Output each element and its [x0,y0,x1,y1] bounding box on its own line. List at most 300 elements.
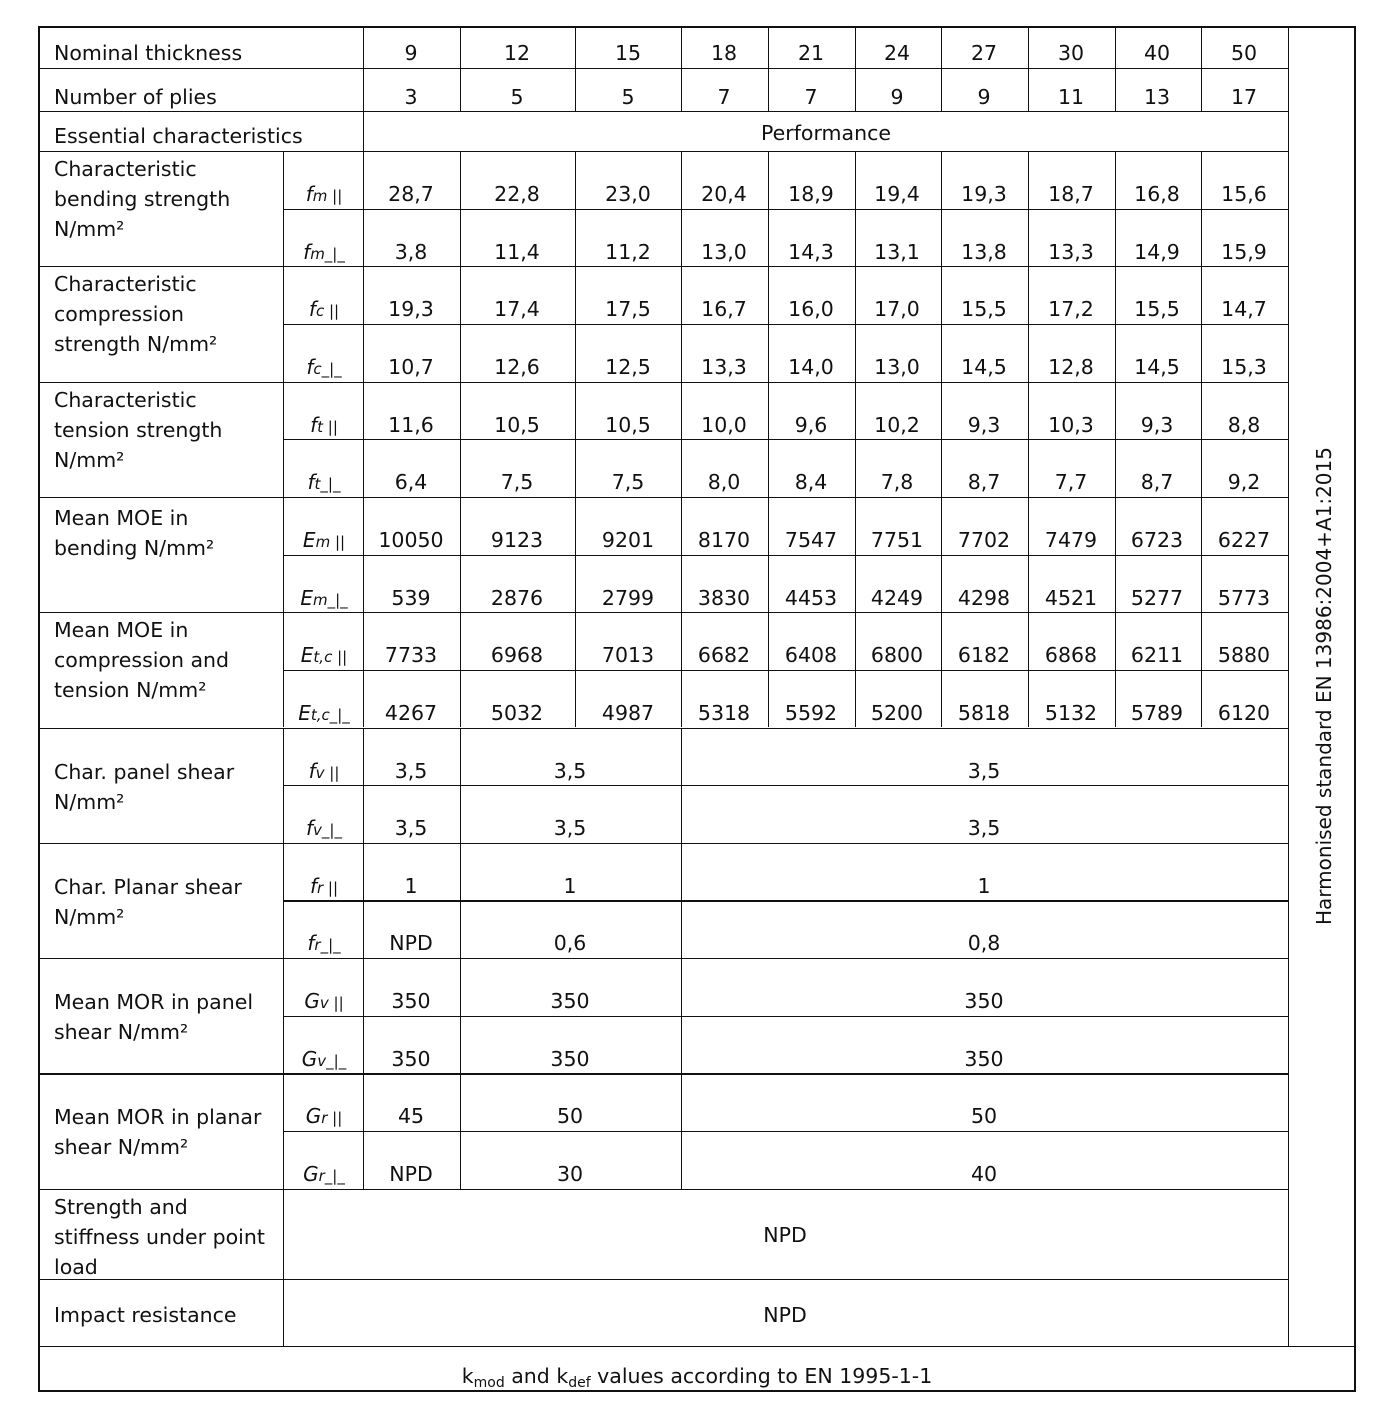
symbol-subscript: v || [319,994,344,1013]
characteristic-label: Strength and [54,1194,188,1219]
symbol-subscript: m || [315,532,346,551]
value-cell: 5773 [1217,585,1271,610]
col-line [460,266,461,381]
value-cell: 50 [970,1104,998,1129]
thickness-value: 50 [1230,41,1258,65]
col-line [681,843,682,958]
col-line [363,1073,364,1188]
col-line [460,151,461,266]
value-cell: 19,4 [874,182,920,206]
value-cell: 19,3 [961,182,1007,206]
point-load-value: NPD [763,1223,807,1247]
value-cell: 10,3 [1048,412,1094,437]
value-cell: 8,7 [1140,470,1174,495]
col-line [855,151,856,266]
thickness-value: 21 [797,41,825,65]
header-col-line [768,26,769,111]
value-cell: 13,3 [701,354,747,379]
characteristic-label: Char. panel shear [54,759,235,784]
value-cell: 13,3 [1048,239,1094,264]
value-cell: 5789 [1130,700,1184,725]
value-cell: 10,7 [388,354,434,379]
col-line [681,497,682,612]
value-cell: 3830 [697,585,751,610]
symbol-letter: G [304,989,320,1014]
performance-label: Performance [761,121,891,145]
thickness-value: 18 [710,41,738,65]
value-cell: 6968 [490,643,544,668]
value-cell: 3,5 [553,816,587,841]
symbol-letter: f [306,816,314,841]
symbol-subscript: v_|_ [317,1051,347,1070]
impact-value: NPD [763,1303,807,1327]
col-line [575,382,576,497]
plies-value: 13 [1143,85,1171,109]
col-line [460,958,461,1073]
thickness-value: 15 [614,41,642,65]
row-line [283,1016,1288,1017]
characteristic-label: Mean MOE in [54,505,189,530]
value-cell: 20,4 [701,182,747,206]
value-cell: 11,6 [388,412,434,437]
group-line [40,382,1288,383]
header-col-line [1201,26,1202,111]
value-cell: 22,8 [494,182,540,206]
value-cell: 6,4 [394,470,428,495]
col-line [1028,497,1029,612]
characteristic-label: N/mm² [54,789,125,814]
symbol-subscript: r || [321,1109,343,1128]
value-cell: 7,7 [1054,470,1088,495]
col-line [363,612,364,727]
value-cell: 14,0 [788,354,834,379]
value-cell: 13,8 [961,239,1007,264]
value-cell: 8,4 [794,470,828,495]
col-line [1201,497,1202,612]
symbol-letter: E [298,700,311,725]
value-cell: 3,5 [553,758,587,783]
col-line [363,843,364,958]
property-symbol [301,640,347,672]
symbol-subscript: m_|_ [310,244,345,263]
value-cell: 5200 [870,700,924,725]
value-cell: 16,8 [1134,182,1180,206]
nominal-thickness-label: Nominal thickness [54,41,243,65]
side-label: Harmonised standard EN 13986:2004+A1:2015 [1312,447,1336,925]
header-col-line [681,26,682,111]
header-col-line [575,26,576,111]
value-cell: 13,1 [874,239,920,264]
symbol-subscript: t,c_|_ [310,705,350,724]
group-line [40,843,1288,844]
symbol-subscript: v_|_ [313,821,342,840]
value-cell: 8,7 [967,470,1001,495]
value-cell: 539 [391,585,431,610]
value-cell: 17,4 [494,297,540,322]
characteristic-label: N/mm² [54,447,125,472]
value-cell: 5318 [697,700,751,725]
symbol-letter: E [302,527,316,552]
value-cell: 3,5 [967,816,1001,841]
value-cell: 4521 [1044,585,1098,610]
property-symbol [310,871,338,903]
value-cell: 7,5 [500,470,534,495]
property-symbol [306,813,342,845]
col-line [1201,266,1202,381]
symbol-letter: f [309,873,317,898]
header-col-line [460,26,461,111]
characteristic-label: load [54,1254,98,1279]
col-line [575,612,576,727]
value-cell: 7702 [957,527,1011,552]
symbol-subscript: c_|_ [313,359,342,378]
symbol-letter: f [307,470,315,495]
property-symbol [298,698,350,730]
characteristic-label: Characteristic [54,387,197,412]
value-cell: 16,7 [701,297,747,322]
value-cell: 40 [970,1162,998,1186]
group-line [40,958,1288,959]
label-divider [283,1189,284,1346]
property-symbol [309,294,339,326]
value-cell: 7479 [1044,527,1098,552]
label-divider [283,1073,284,1188]
col-line [768,612,769,727]
characteristic-label: bending N/mm² [54,535,215,560]
col-line [1115,151,1116,266]
characteristic-label: compression and [54,648,230,673]
number-of-plies-label: Number of plies [54,85,217,109]
header-col-line [855,26,856,111]
symbol-subscript: v || [315,763,340,782]
value-cell: 10,0 [701,412,747,437]
symbol-letter: f [310,412,318,437]
value-cell: 2876 [490,585,544,610]
footer-rest: values according to EN 1995-1-1 [590,1364,933,1388]
col-line [768,266,769,381]
value-cell: 9,6 [794,412,828,437]
value-cell: 14,5 [1134,354,1180,379]
value-cell: 350 [550,1046,590,1071]
value-cell: 14,5 [961,354,1007,379]
value-cell: 4249 [870,585,924,610]
value-cell: 7,5 [611,470,645,495]
value-cell: 0,8 [967,931,1001,956]
col-line [855,382,856,497]
value-cell: 6227 [1217,527,1271,552]
header-col-line [1028,26,1029,111]
value-cell: 1 [404,873,418,898]
label-divider [283,843,284,958]
value-cell: 7547 [784,527,838,552]
footer-note [462,1361,933,1398]
col-line [1115,497,1116,612]
value-cell: 50 [556,1104,584,1129]
label-divider [283,612,284,727]
group-line [40,728,1288,729]
value-cell: 45 [397,1104,425,1129]
value-cell: 4453 [784,585,838,610]
value-cell: 5592 [784,700,838,725]
characteristic-label: tension strength [54,417,223,442]
symbol-subscript: t || [317,417,338,436]
property-symbol [307,928,340,960]
plies-value: 5 [510,85,524,109]
thickness-value: 27 [970,41,998,65]
value-cell: 6120 [1217,700,1271,725]
group-line [40,497,1288,498]
value-cell: 9201 [601,527,655,552]
col-line [460,382,461,497]
value-cell: 17,2 [1048,297,1094,322]
col-line [363,151,364,266]
thickness-value: 30 [1057,41,1085,65]
symbol-letter: f [305,182,313,206]
col-line [681,1073,682,1188]
characteristic-label: tension N/mm² [54,678,207,703]
value-cell: 350 [391,989,431,1014]
col-line [681,266,682,381]
header-col-line [1115,26,1116,111]
col-line [681,151,682,266]
symbol-subscript: m || [312,187,343,205]
symbol-subscript: m_|_ [312,590,348,609]
value-cell: 5818 [957,700,1011,725]
property-symbol [306,1101,343,1133]
value-cell: 10,5 [605,412,651,437]
value-cell: 8170 [697,527,751,552]
plies-value: 5 [621,85,635,109]
footer-line [40,1346,1354,1347]
symbol-letter: f [308,297,316,322]
value-cell: 10050 [378,527,444,552]
property-symbol [303,237,345,269]
col-line [460,728,461,843]
characteristic-label: Mean MOR in panel [54,990,254,1015]
col-line [1115,266,1116,381]
value-cell: 5277 [1130,585,1184,610]
col-line [1028,382,1029,497]
value-cell: 30 [556,1162,584,1186]
value-cell: 9,3 [967,412,1001,437]
property-symbol [310,410,338,442]
col-line [575,151,576,266]
header-line [40,68,1288,69]
value-cell: 15,5 [1134,297,1180,322]
plies-value: 9 [890,85,904,109]
symbol-letter: f [308,758,316,783]
characteristic-label: Characteristic [54,272,197,297]
value-cell: 3,5 [394,816,428,841]
value-cell: 12,8 [1048,354,1094,379]
col-line [681,382,682,497]
row-line [283,1131,1288,1132]
col-line [575,497,576,612]
group-line [40,1189,1288,1190]
symbol-letter: f [306,354,314,379]
property-symbol [302,1044,346,1076]
col-line [575,266,576,381]
value-cell: 5880 [1217,643,1271,668]
value-cell: 7751 [870,527,924,552]
col-line [681,958,682,1073]
value-cell: 5132 [1044,700,1098,725]
symbol-subscript: t,c || [313,648,348,667]
value-cell: 15,6 [1221,182,1267,206]
plies-value: 9 [977,85,991,109]
col-line [1201,151,1202,266]
group-line [40,266,1288,267]
col-line [1028,151,1029,266]
value-cell: 17,5 [605,297,651,322]
essential-characteristics-label: Essential characteristics [54,124,303,148]
value-cell: 4298 [957,585,1011,610]
group-line [40,612,1288,613]
property-symbol [304,986,343,1018]
value-cell: 3,5 [967,758,1001,783]
col-line [768,382,769,497]
col-line [941,612,942,727]
characteristic-label: Char. Planar shear [54,874,242,899]
plies-value: 17 [1230,85,1258,109]
col-line [941,382,942,497]
row-line [283,785,1288,786]
property-symbol [309,756,340,788]
plies-value: 7 [717,85,731,109]
value-cell: 3,8 [394,239,428,264]
col-line [1115,382,1116,497]
value-cell: 7,8 [880,470,914,495]
characteristic-label: N/mm² [54,217,125,241]
symbol-letter: E [300,585,313,610]
label-divider [283,958,284,1073]
value-cell: 5032 [490,700,544,725]
value-cell: 6182 [957,643,1011,668]
value-cell: 28,7 [388,182,434,206]
value-cell: 13,0 [874,354,920,379]
characteristic-label: Mean MOR in planar [54,1105,262,1130]
value-cell: 16,0 [788,297,834,322]
value-cell: 7733 [384,643,438,668]
label-divider [283,728,284,843]
property-symbol [308,467,341,499]
value-cell: 350 [964,1046,1004,1071]
footer-k: k [461,1364,474,1388]
property-symbol [300,583,347,615]
value-cell: 6868 [1044,643,1098,668]
col-line [681,728,682,843]
footer-mid: and k [504,1364,569,1388]
characteristic-label: bending strength [54,187,231,211]
property-symbol [303,1159,345,1191]
symbol-letter: f [303,239,311,264]
value-cell: 3,5 [394,758,428,783]
symbol-subscript: r || [317,878,339,897]
characteristic-label: Impact resistance [54,1303,237,1327]
col-line [363,728,364,843]
plies-value: 11 [1057,85,1085,109]
value-cell: 350 [391,1046,431,1071]
value-cell: 15,9 [1221,239,1267,264]
header-line [40,151,1288,152]
value-cell: 350 [964,989,1004,1014]
col-line [363,266,364,381]
value-cell: 12,6 [494,354,540,379]
col-line [460,612,461,727]
symbol-letter: f [307,931,315,956]
col-line [855,612,856,727]
value-cell: 6723 [1130,527,1184,552]
symbol-letter: G [303,1162,319,1186]
value-cell: 13,0 [701,239,747,264]
value-cell: 6211 [1130,643,1184,668]
value-cell: 15,5 [961,297,1007,322]
characteristic-label: compression [54,302,184,327]
col-line [941,497,942,612]
value-cell: 10,2 [874,412,920,437]
label-divider [283,382,284,497]
col-line [460,843,461,958]
characteristic-label: N/mm² [54,904,125,929]
value-cell: 18,7 [1048,182,1094,206]
col-line [1201,612,1202,727]
header-col-line [941,26,942,111]
col-line [363,958,364,1073]
col-line [1028,612,1029,727]
row-line [283,900,1288,901]
col-line [1115,612,1116,727]
value-cell: 6682 [697,643,751,668]
value-cell: 9123 [490,527,544,552]
value-cell: 1 [977,873,991,898]
value-cell: 350 [550,989,590,1014]
side-divider [1288,26,1289,1346]
value-cell: 17,0 [874,297,920,322]
footer-kmod-sub: mod [473,1375,505,1391]
value-cell: NPD [389,931,433,956]
value-cell: 14,3 [788,239,834,264]
property-symbol [306,352,341,384]
symbol-letter: G [305,1104,322,1129]
symbol-letter: E [300,643,314,668]
characteristic-label: shear N/mm² [54,1020,189,1045]
value-cell: 6408 [784,643,838,668]
value-cell: 12,5 [605,354,651,379]
header-line [40,111,1288,112]
value-cell: 11,2 [605,239,651,264]
value-cell: 14,9 [1134,239,1180,264]
col-line [855,266,856,381]
value-cell: NPD [389,1162,433,1186]
symbol-letter: G [301,1046,318,1071]
symbol-subscript: r_|_ [318,1167,345,1185]
group-line [40,1279,1288,1280]
characteristic-label: Characteristic [54,157,197,181]
col-line [768,151,769,266]
characteristic-label: strength N/mm² [54,332,218,357]
thickness-value: 9 [404,41,418,65]
col-line [363,497,364,612]
col-line [941,151,942,266]
value-cell: 9,3 [1140,412,1174,437]
label-divider [283,266,284,381]
col-line [1201,382,1202,497]
col-line [855,497,856,612]
value-cell: 0,6 [553,931,587,956]
footer-kdef-sub: def [568,1375,591,1391]
value-cell: 15,3 [1221,354,1267,379]
symbol-subscript: t_|_ [314,475,341,494]
